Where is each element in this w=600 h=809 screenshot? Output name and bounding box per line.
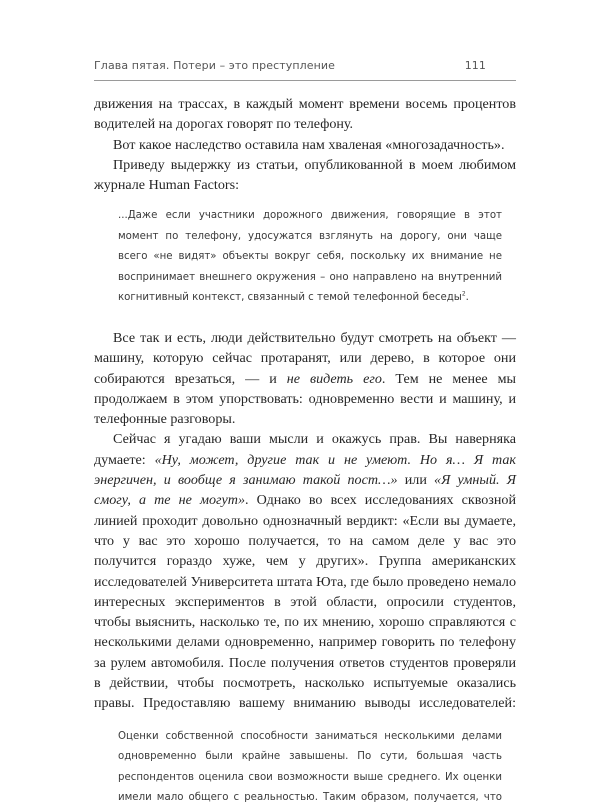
- p4-text-a: Все так и есть, люди действительно будут смотреть на объект — машину, которую сейчас протаранят, или дерево, в которое они собираются врезаться, — и: [94, 329, 516, 387]
- paragraph-not-seeing: [94, 328, 516, 429]
- paragraph-research: [94, 429, 516, 713]
- paragraph-journal-intro: Приведу выдержку из статьи, опубликованной в моем любимом журнале Human Factors:: [94, 156, 516, 194]
- header-rule: [94, 80, 516, 81]
- chapter-title: Глава пятая. Потери – это преступление: [94, 59, 336, 72]
- p5-text-c: . Однако во всех исследованиях сквозной линией проходит довольно однозначный вердикт: «Если вы думаете, что у вас это хорошо получается, то на самом деле у вас это получится гораздо хуже, чем у других». Группа американских исследователей Университета штата Юта, где было проведено немало интересных экспериментов в этой области, опросили студентов, чтобы выяснить, насколько те, по их мнению, хорошо справляются с несколькими делами одновременно, например говорить по телефону за рулем автомобиля. После получения ответов студентов проверяли в действии, чтобы посмотреть, насколько испытуемые оказались правы. Предоставляю вашему вниманию выводы исследователей:: [94, 492, 516, 712]
- block-quote-text: ...Даже если участники дорожного движения, говорящие в этот момент по телефону, удосужатся взглянуть на дорогу, они чаще всего «не видят» объекты вокруг себя, поскольку их внимание не воспринимает внешнего окружения – оно направлено на внутренний когнитивный контекст, связанный с темой телефонной беседы$^2$.: [118, 210, 502, 304]
- block-quote-body: ...Даже если участники дорожного движения, говорящие в этот момент по телефону, удосужатся взглянуть на дорогу, они чаще всего «не видят» объекты вокруг себя, поскольку их внимание не воспринимает внешнего окружения – оно направлено на внутренний когнитивный контекст, связанный с темой телефонной беседы: [118, 210, 502, 304]
- p5-text-a: Сейчас я угадаю ваши мысли и окажусь прав. Вы наверняка думаете:: [94, 431, 516, 468]
- running-head: [94, 59, 516, 72]
- block-quote-human-factors: [94, 206, 516, 309]
- block-quote-research-findings: [94, 727, 516, 809]
- p5-emphasis-1: «Ну, может, другие так и не умеют. Но я… Я так энергичен, и вообще я занимаю такой пост…»: [94, 451, 517, 489]
- paragraph-multitasking: Вот какое наследство оставила нам хваленая «многозадачность».: [113, 136, 505, 153]
- p5-text-b: или: [397, 472, 435, 489]
- p5-emphasis-2: «Я умный. Я смогу, а те не могут»: [94, 472, 516, 509]
- paragraph-continuation: движения на трассах, в каждый момент времени восемь процентов водителей на дорогах говорят по телефону.: [94, 96, 516, 133]
- body-text: [94, 94, 516, 809]
- block-quote-findings-text: Оценки собственной способности заниматься несколькими делами одновременно были крайне завышены. По сути, большая часть респондентов оценила свои возможности выше среднего. Их оценки имели мало общего с реальностью. Таким образом, получается, что: [118, 730, 502, 804]
- p4-emphasis: не видеть его: [286, 370, 382, 387]
- page-number: 111: [464, 59, 486, 72]
- footnote-marker: 2: [461, 291, 466, 299]
- p4-text-b: . Тем не менее мы продолжаем в этом упорствовать: одновременно вести и машину, и телефонные разговоры.: [94, 370, 516, 428]
